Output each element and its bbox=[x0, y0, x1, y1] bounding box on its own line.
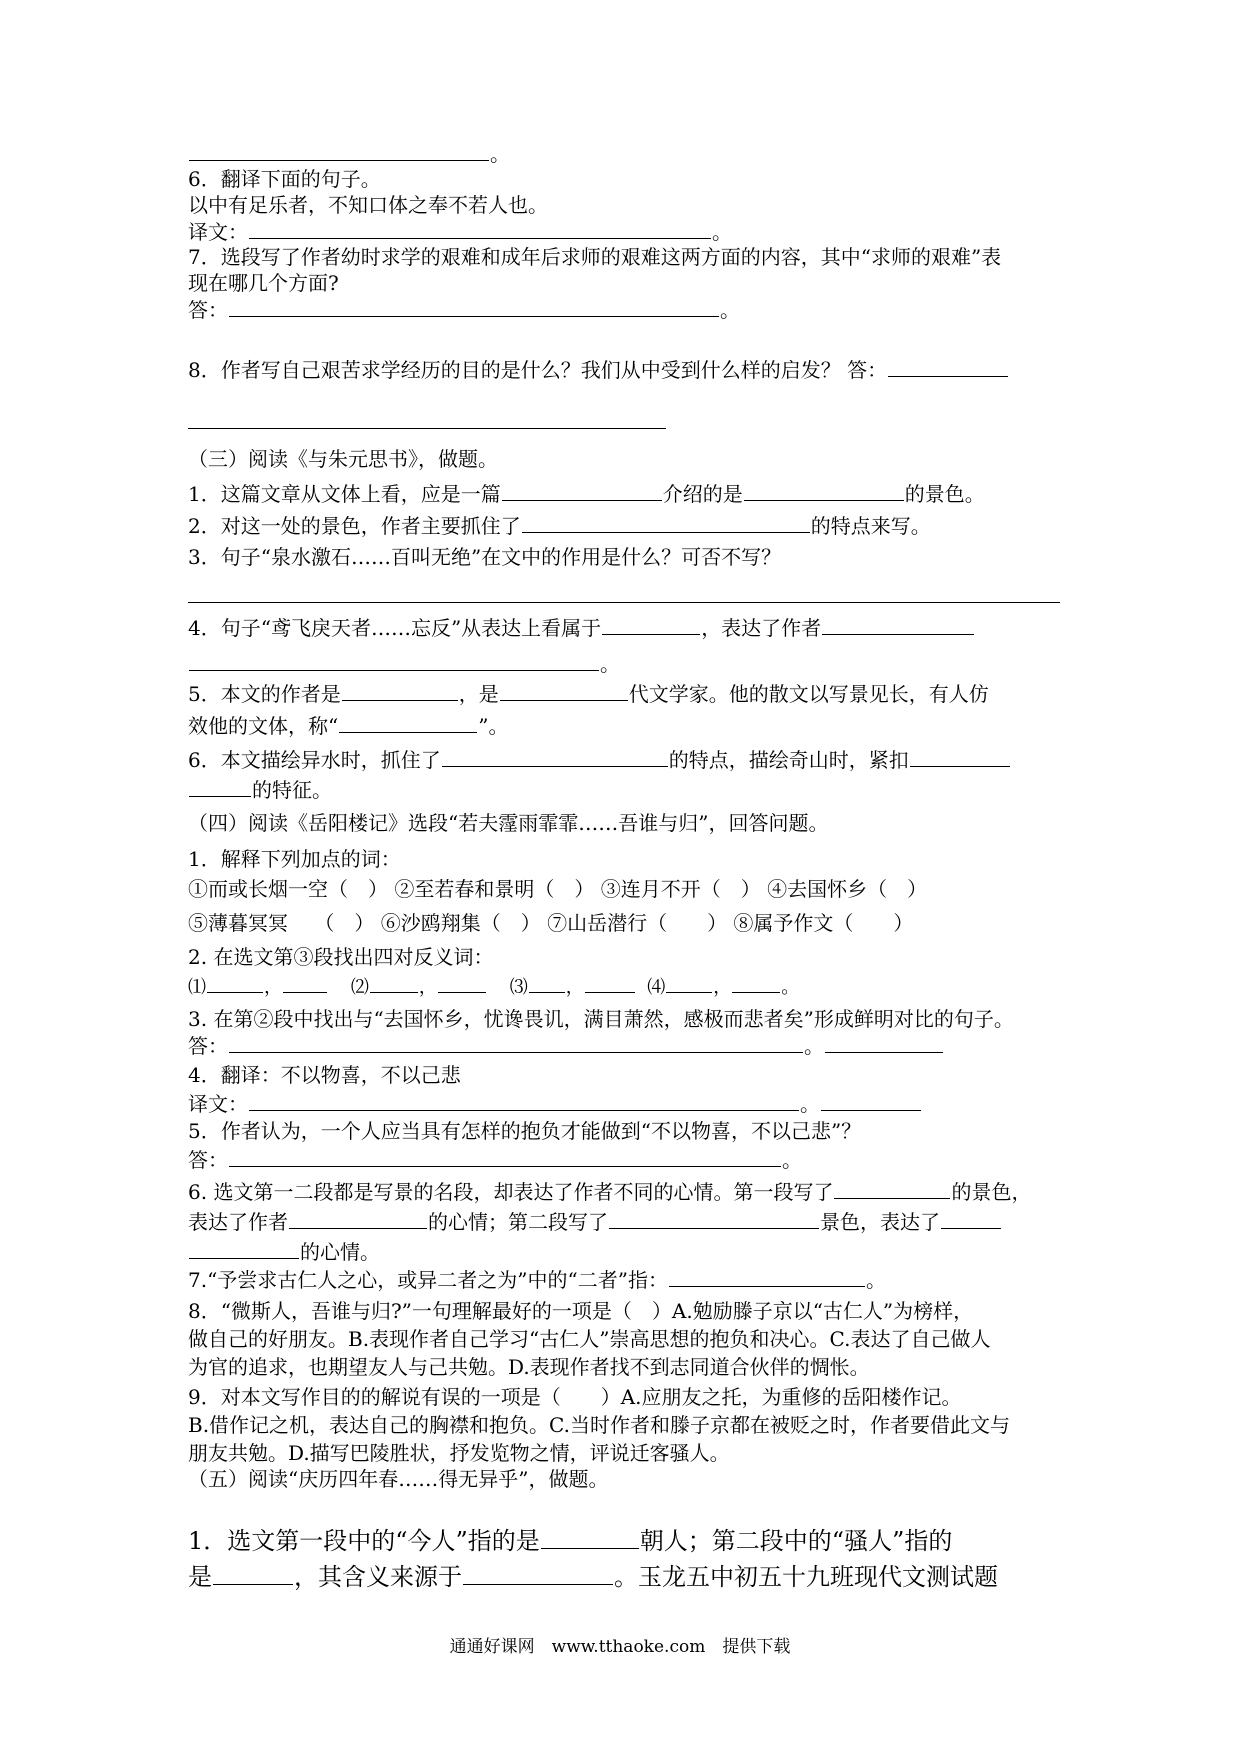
s4-q9-cont2: 朋友共勉。D.描写巴陵胜状，抒发览物之情，评说迁客骚人。 bbox=[188, 1441, 730, 1465]
answer-blank[interactable] bbox=[370, 974, 418, 993]
question-7: 7．选段写了作者幼时求学的艰难和成年后求师的艰难这两方面的内容，其中“求师的艰难”表 bbox=[188, 245, 1002, 269]
s5-question-1: 1．选文第一段中的“今人”指的是 朝人；第二段中的“骚人”指的 bbox=[188, 1524, 952, 1556]
section-5-heading: （五）阅读“庆历四年春……得无异乎”，做题。 bbox=[188, 1467, 609, 1491]
answer-blank[interactable] bbox=[834, 1178, 950, 1199]
answer-blank[interactable] bbox=[585, 974, 635, 993]
s3-question-1: 1．这篇文章从文体上看，应是一篇 介绍的是 的景色。 bbox=[188, 482, 985, 506]
s3-question-4: 4．句子“鸢飞戾天者……忘反”从表达上看属于 ，表达了作者 bbox=[188, 614, 975, 641]
answer-blank[interactable] bbox=[602, 614, 700, 635]
answer-blank[interactable] bbox=[821, 1090, 921, 1111]
answer-blank[interactable] bbox=[825, 1032, 943, 1053]
answer-blank[interactable] bbox=[529, 974, 565, 993]
s4-question-4: 4．翻译：不以物喜，不以己悲 bbox=[188, 1063, 461, 1087]
s4-question-8: 8．“微斯人，吾谁与归?”一句理解最好的一项是（ ）A.勉励滕子京以“古仁人”为榜样， bbox=[188, 1299, 974, 1323]
s4-question-1: 1．解释下列加点的词： bbox=[188, 847, 401, 871]
question-6-translate: 6．翻译下面的句子。 bbox=[188, 167, 381, 191]
s4-q6-cont2: 的心情。 bbox=[188, 1238, 380, 1265]
question-8: 8．作者写自己艰苦求学经历的目的是什么？我们从中受到什么样的启发？ 答： bbox=[188, 356, 1009, 383]
answer-blank[interactable] bbox=[229, 1032, 803, 1053]
s4-question-6: 6. 选文第一二段都是写景的名段，却表达了作者不同的心情。第一段写了 的景色， bbox=[188, 1180, 1032, 1204]
answer-blank[interactable] bbox=[339, 712, 477, 733]
s3-q4-cont: 。 bbox=[188, 650, 620, 677]
s3-question-6: 6．本文描绘异水时，抓住了 的特点，描绘奇山时，紧扣 bbox=[188, 746, 1011, 773]
s3-q6-cont: 的特征。 bbox=[188, 776, 332, 803]
answer-blank[interactable] bbox=[666, 974, 712, 993]
answer-blank[interactable] bbox=[207, 974, 263, 993]
answer-rule[interactable] bbox=[188, 428, 666, 429]
answer-blank[interactable] bbox=[438, 974, 486, 993]
s3-q5-cont: 效他的文体，称“ ”。 bbox=[188, 714, 509, 738]
answer-blank[interactable] bbox=[342, 680, 458, 701]
s4-question-7: 7.“予尝求古仁人之心，或异二者之为”中的“二者”指： 。 bbox=[188, 1268, 886, 1292]
answer-blank[interactable] bbox=[189, 776, 251, 797]
line-1: 。 bbox=[188, 140, 510, 167]
answer-line: 答： 。 bbox=[188, 298, 740, 322]
answer-blank[interactable] bbox=[910, 746, 1010, 767]
footer-source: 通通好课网 www.tthaoke.com 提供下载 bbox=[449, 1637, 791, 1657]
s3-question-2: 2．对这一处的景色，作者主要抓住了 的特点来写。 bbox=[188, 514, 931, 538]
answer-blank[interactable] bbox=[502, 480, 662, 501]
answer-blank[interactable] bbox=[669, 1266, 865, 1287]
answer-blank[interactable] bbox=[463, 1560, 613, 1585]
s5-q1-cont: 是 ，其含义来源于 。玉龙五中初五十九班现代文测试题 bbox=[188, 1560, 998, 1592]
answer-blank[interactable] bbox=[500, 680, 628, 701]
s4-question-3: 3. 在第②段中找出与“去国怀乡，忧谗畏讥，满目萧然，感极而悲者矣”形成鲜明对比的句子。 bbox=[188, 1007, 1014, 1031]
section-3-heading: （三）阅读《与朱元思书》，做题。 bbox=[188, 447, 498, 471]
answer-blank[interactable] bbox=[289, 1208, 427, 1229]
answer-blank[interactable] bbox=[609, 1208, 819, 1229]
answer-blank[interactable] bbox=[541, 1524, 639, 1549]
word-list-row-1: ①而或长烟一空（ ） ②至若春和景明（ ） ③连月不开（ ） ④去国怀乡（ ） bbox=[188, 877, 928, 901]
answer-blank[interactable] bbox=[229, 296, 719, 317]
answer-blank[interactable] bbox=[189, 650, 599, 671]
s4-q5-answer: 答： 。 bbox=[188, 1148, 802, 1172]
answer-blank[interactable] bbox=[941, 1208, 1001, 1229]
s4-question-5: 5．作者认为，一个人应当具有怎样的抱负才能做到“不以物喜，不以己悲”？ bbox=[188, 1119, 862, 1143]
answer-blank[interactable] bbox=[189, 1238, 299, 1259]
answer-blank[interactable] bbox=[888, 356, 1008, 377]
s4-question-2: 2. 在选文第③段找出四对反义词： bbox=[188, 945, 494, 969]
answer-blank[interactable] bbox=[522, 512, 810, 533]
answer-blank[interactable] bbox=[822, 614, 974, 635]
s4-q3-answer: 答： 。 bbox=[188, 1032, 944, 1059]
antonym-blanks: ⑴ ， ⑵ ， ⑶ ， ⑷ ， 。 bbox=[188, 974, 799, 1001]
s4-q9-cont: B.借作记之机，表达自己的胸襟和抱负。C.当时作者和滕子京都在被贬之时，作者要借此文与 bbox=[188, 1413, 1011, 1437]
question-7-cont: 现在哪几个方面? bbox=[188, 271, 339, 295]
translation-line: 译文： 。 bbox=[188, 220, 732, 244]
classical-sentence: 以中有足乐者，不知口体之奉不若人也。 bbox=[188, 193, 548, 217]
answer-blank[interactable] bbox=[213, 1560, 293, 1585]
answer-blank[interactable] bbox=[732, 974, 780, 993]
s3-question-5: 5．本文的作者是 ，是 代文学家。他的散文以写景见长，有人仿 bbox=[188, 682, 989, 706]
answer-blank[interactable] bbox=[229, 1146, 781, 1167]
s4-q8-cont2: 为官的追求，也期望友人与己共勉。D.表现作者找不到志同道合伙伴的惆怅。 bbox=[188, 1355, 870, 1379]
section-4-heading: （四）阅读《岳阳楼记》选段“若夫霪雨霏霏……吾谁与归”，回答问题。 bbox=[188, 811, 829, 835]
s4-q8-cont: 做自己的好朋友。B.表现作者自己学习“古仁人”崇高思想的抱负和决心。C.表达了自己做人 bbox=[188, 1327, 991, 1351]
answer-blank[interactable] bbox=[249, 218, 711, 239]
answer-blank[interactable] bbox=[283, 974, 327, 993]
answer-blank[interactable] bbox=[442, 746, 668, 767]
word-list-row-2: ⑤薄暮冥冥 （ ） ⑥沙鸥翔集（ ） ⑦山岳潜行（ ） ⑧属予作文（ ） bbox=[188, 911, 914, 935]
answer-rule[interactable] bbox=[188, 602, 1060, 603]
answer-blank[interactable] bbox=[249, 1090, 799, 1111]
s3-question-3: 3．句子“泉水激石……百叫无绝”在文中的作用是什么？可否不写？ bbox=[188, 545, 782, 569]
s4-q6-cont: 表达了作者 的心情；第二段写了 景色，表达了 bbox=[188, 1208, 1002, 1235]
s4-q4-answer: 译文： 。 bbox=[188, 1090, 922, 1117]
s4-question-9: 9．对本文写作目的的解说有误的一项是（ ）A.应朋友之托，为重修的岳阳楼作记。 bbox=[188, 1385, 962, 1409]
answer-blank[interactable] bbox=[189, 140, 489, 161]
answer-blank[interactable] bbox=[744, 480, 904, 501]
